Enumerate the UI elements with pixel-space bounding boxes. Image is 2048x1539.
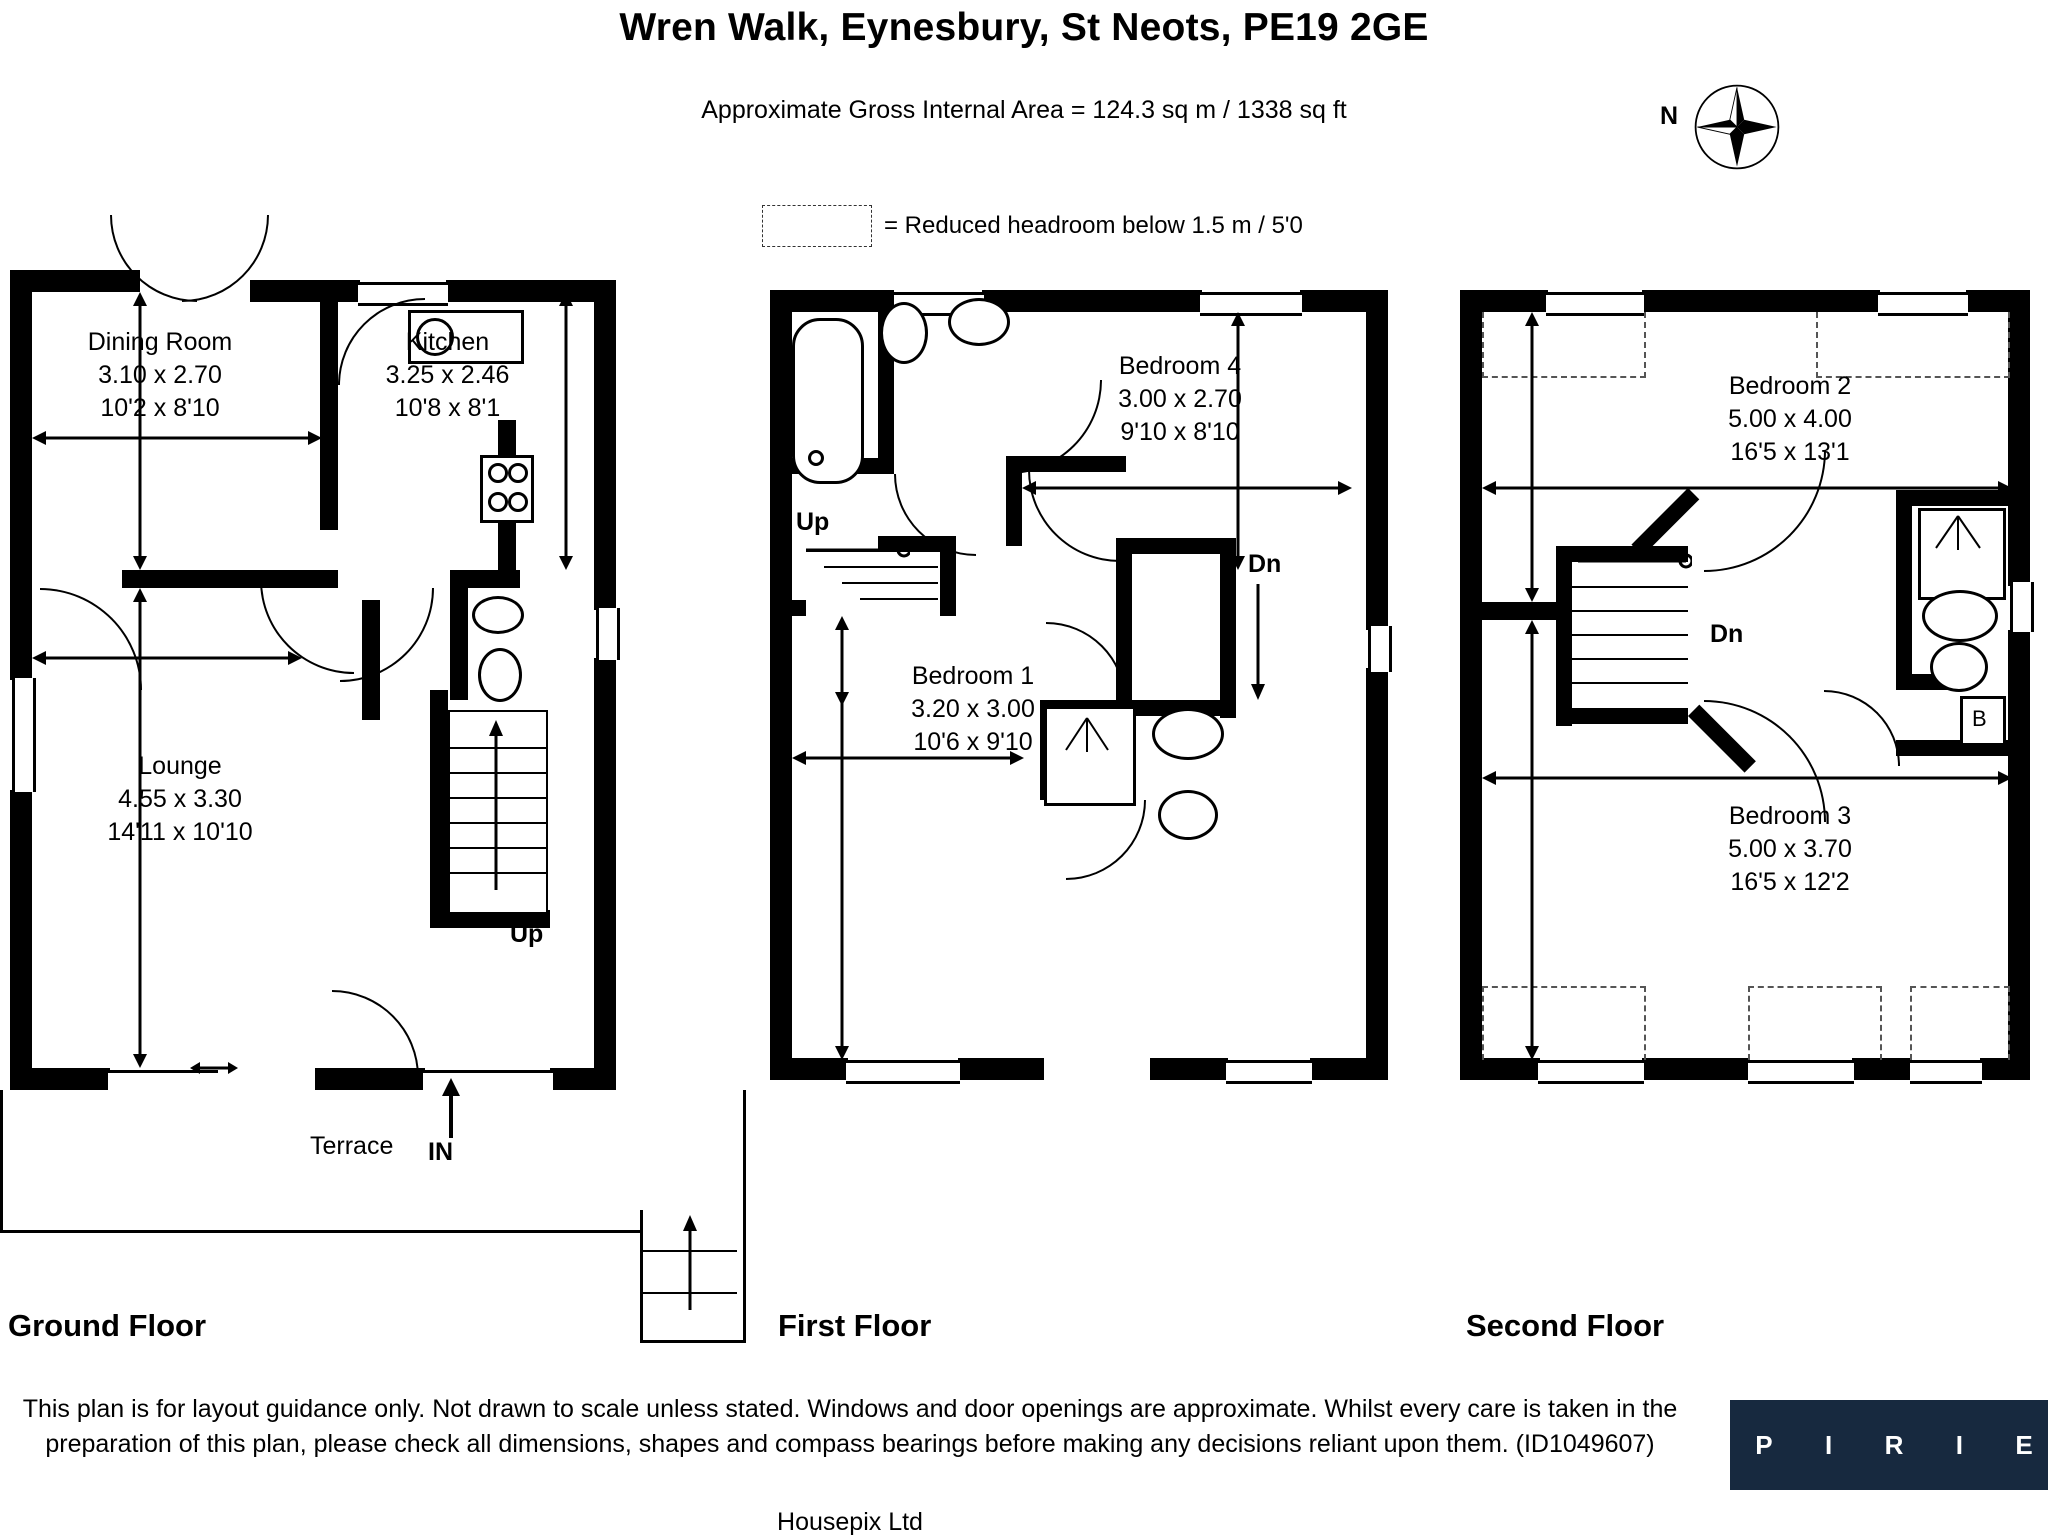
ensuite-basin	[1152, 708, 1224, 760]
ff-window-top-2	[1200, 292, 1302, 316]
hob-burner-4	[508, 492, 528, 512]
entrance-arrow	[442, 1078, 460, 1138]
logo-letter-2: I	[1824, 1429, 1835, 1460]
sf-basin	[1922, 590, 1998, 642]
dim-arrow-dining-h	[32, 430, 322, 446]
wall-right	[594, 280, 616, 610]
wall-right-2	[594, 658, 616, 1090]
disclaimer-text: This plan is for layout guidance only. Not drawn to scale unless stated. Windows and door openings are approximate. Whilst every care is taken in the preparation of this plan, please check all dimensions, shapes and compass bearings before making any decisions reliant upon them. (ID1049607)	[22, 1395, 1678, 1458]
stair-up-arrow	[488, 720, 504, 890]
reduced-headroom-bottom-mid	[1748, 986, 1882, 1060]
sf-shower-head-icon	[1926, 514, 1990, 554]
room-imperial-lounge: 14'11 x 10'10	[107, 818, 253, 846]
room-metric-kitchen: 3.25 x 2.46	[385, 361, 510, 389]
internal-wall-stair	[430, 690, 448, 920]
ff-wall-right-2	[1366, 668, 1388, 1080]
ff-wall-right-1	[1366, 290, 1388, 630]
sf-wall-bottom-2	[1642, 1058, 1750, 1080]
sf-wall-stair-left	[1482, 602, 1562, 620]
room-label-bed2	[1620, 370, 1960, 469]
sf-stair-handrail	[1572, 550, 1692, 572]
reduced-headroom-bottom-right	[1910, 986, 2010, 1060]
sf-wall-stair-box-1	[1556, 546, 1572, 726]
boiler-label: B	[1972, 706, 1987, 731]
sf-window-right	[2010, 582, 2034, 632]
first-floor-label: First Floor	[778, 1308, 932, 1343]
ff-wall-top-2	[982, 290, 1202, 312]
pirie-logo	[1730, 1400, 2048, 1490]
room-imperial-dining: 10'2 x 8'10	[100, 394, 220, 422]
ff-wall-left	[770, 290, 792, 1080]
ensuite-toilet	[1158, 790, 1218, 840]
room-name-bed4: Bedroom 4	[1118, 352, 1242, 380]
sf-wall-ensuite-v	[1896, 490, 1912, 690]
wall-bottom-3	[550, 1068, 616, 1090]
logo-letter-1: P	[1755, 1429, 1775, 1460]
bathroom-basin	[948, 298, 1010, 346]
sf-dim-bed2-v	[1524, 312, 1540, 602]
legend	[762, 205, 1303, 247]
compass-icon	[1660, 82, 1780, 172]
company-name: Housepix Ltd	[777, 1508, 923, 1536]
door-arc-hall-2	[340, 588, 434, 682]
room-imperial-bed2: 16'5 x 13'1	[1730, 438, 1850, 466]
room-name-kitchen: Kitchen	[405, 328, 490, 356]
sf-wall-bottom-4	[1980, 1058, 2030, 1080]
room-imperial-bed3: 16'5 x 12'2	[1730, 868, 1850, 896]
reduced-headroom-top-left	[1482, 312, 1646, 378]
dim-arrow-kitchen-v	[558, 292, 574, 570]
compass-north-label: N	[1660, 102, 1679, 130]
internal-wall-wc-2	[450, 570, 468, 700]
sf-toilet	[1930, 642, 1988, 692]
sf-dim-bed3-v	[1524, 620, 1540, 1060]
room-label-lounge	[50, 750, 310, 849]
sf-window-bottom-2	[1748, 1060, 1854, 1084]
door-arc-entry	[332, 990, 419, 1077]
room-label-dining	[30, 326, 290, 425]
sf-staircase	[1572, 562, 1688, 708]
room-imperial-bed1: 10'6 x 9'10	[913, 728, 1033, 756]
terrace-label: Terrace	[310, 1132, 394, 1160]
wall-left	[10, 280, 32, 680]
reduced-headroom-top-right	[1816, 312, 2010, 378]
sf-dim-bed3-h	[1482, 770, 2012, 786]
sf-wall-top-2	[1642, 290, 1880, 312]
sf-door-ensuite	[1824, 690, 1900, 766]
room-name-bed1: Bedroom 1	[911, 662, 1035, 690]
hob-burner-2	[508, 463, 528, 483]
room-metric-dining: 3.10 x 2.70	[98, 361, 222, 389]
ff-wall-bottom-2	[958, 1058, 1044, 1080]
ff-wall-bottom-1	[770, 1058, 848, 1080]
terrace-step-arrow	[682, 1215, 698, 1310]
ff-staircase	[806, 550, 938, 618]
page-title: Wren Walk, Eynesbury, St Neots, PE19 2GE	[619, 6, 1429, 49]
room-name-bed2: Bedroom 2	[1728, 372, 1852, 400]
ff-wall-center-h	[1116, 538, 1236, 554]
wc-basin	[472, 596, 524, 634]
window-right	[596, 608, 620, 660]
ff-door-ensuite	[1066, 800, 1146, 880]
bathroom-toilet	[880, 302, 928, 364]
hob-burner-1	[488, 463, 508, 483]
legend-label: = Reduced headroom below 1.5 m / 5'0	[884, 212, 1303, 239]
door-arc-dining-lounge	[40, 588, 142, 690]
room-label-bed4	[1010, 350, 1350, 449]
room-imperial-kitchen: 10'8 x 8'1	[394, 394, 501, 422]
sf-wall-stair-box-3	[1556, 708, 1688, 724]
window-left	[12, 678, 36, 792]
ff-wall-bottom-4	[1310, 1058, 1388, 1080]
second-floor-plan	[1460, 270, 2030, 1150]
logo-letter-3: R	[1884, 1429, 1906, 1460]
wall-top-3	[446, 280, 616, 302]
ground-floor-plan	[10, 270, 650, 1350]
reduced-headroom-swatch	[762, 205, 872, 247]
logo-letter-4: I	[1955, 1429, 1966, 1460]
sf-window-bottom-3	[1910, 1060, 1982, 1084]
gross-internal-area: Approximate Gross Internal Area = 124.3 sq m / 1338 sq ft	[701, 96, 1347, 124]
sf-wall-bottom-3	[1852, 1058, 1912, 1080]
room-imperial-bed4: 9'10 x 8'10	[1120, 418, 1240, 446]
sf-wall-right-2	[2008, 630, 2030, 1080]
ff-dn-marker: Dn	[1248, 550, 1282, 578]
ff-window-bottom-2	[1226, 1060, 1312, 1084]
wall-bottom	[10, 1068, 110, 1090]
second-floor-label: Second Floor	[1466, 1308, 1665, 1343]
ff-wall-bottom-3	[1150, 1058, 1228, 1080]
ff-dim-bed4-h	[1022, 480, 1352, 496]
entrance-label: IN	[428, 1138, 453, 1166]
terrace-outline	[0, 1090, 746, 1233]
wall-left-2	[10, 790, 32, 1090]
bath-plug	[808, 450, 824, 466]
sf-wall-bottom-1	[1460, 1058, 1540, 1080]
first-floor-plan	[770, 270, 1390, 1150]
ff-window-right	[1368, 626, 1392, 672]
room-metric-bed2: 5.00 x 4.00	[1728, 405, 1852, 433]
room-name-lounge: Lounge	[138, 752, 222, 780]
ground-up-marker: Up	[510, 920, 544, 948]
ff-up-marker: Up	[796, 508, 830, 536]
sf-wall-left	[1460, 290, 1482, 1080]
ff-window-bottom-1	[846, 1060, 960, 1084]
sf-wall-right-1	[2008, 290, 2030, 586]
reduced-headroom-bottom-left	[1482, 986, 1646, 1060]
logo-letter-5: E	[2015, 1429, 2035, 1460]
room-name-bed3: Bedroom 3	[1728, 802, 1852, 830]
kitchen-hob	[480, 455, 534, 523]
hob-burner-3	[488, 492, 508, 512]
sf-dim-bed2-h	[1482, 480, 2012, 496]
room-metric-bed4: 3.00 x 2.70	[1118, 385, 1242, 413]
room-label-bed1	[848, 660, 1098, 759]
ff-dim-dn-v	[1250, 580, 1266, 700]
dim-arrow-lounge-h	[32, 650, 302, 666]
room-label-kitchen	[340, 326, 555, 425]
wall-top-2	[250, 280, 360, 302]
room-label-bed3	[1620, 800, 1960, 899]
sf-window-bottom-1	[1538, 1060, 1644, 1084]
dim-arrow-lounge-bottom	[190, 1060, 238, 1076]
ground-floor-label: Ground Floor	[8, 1308, 207, 1343]
ff-up-arrow	[800, 540, 910, 560]
room-metric-bed3: 5.00 x 3.70	[1728, 835, 1852, 863]
bathtub	[792, 318, 864, 484]
sf-dn-marker: Dn	[1710, 620, 1744, 648]
room-metric-bed1: 3.20 x 3.00	[911, 695, 1035, 723]
wc-toilet	[478, 648, 522, 702]
room-name-dining: Dining Room	[87, 328, 233, 356]
room-metric-lounge: 4.55 x 3.30	[118, 785, 242, 813]
internal-wall-dining	[320, 280, 338, 530]
